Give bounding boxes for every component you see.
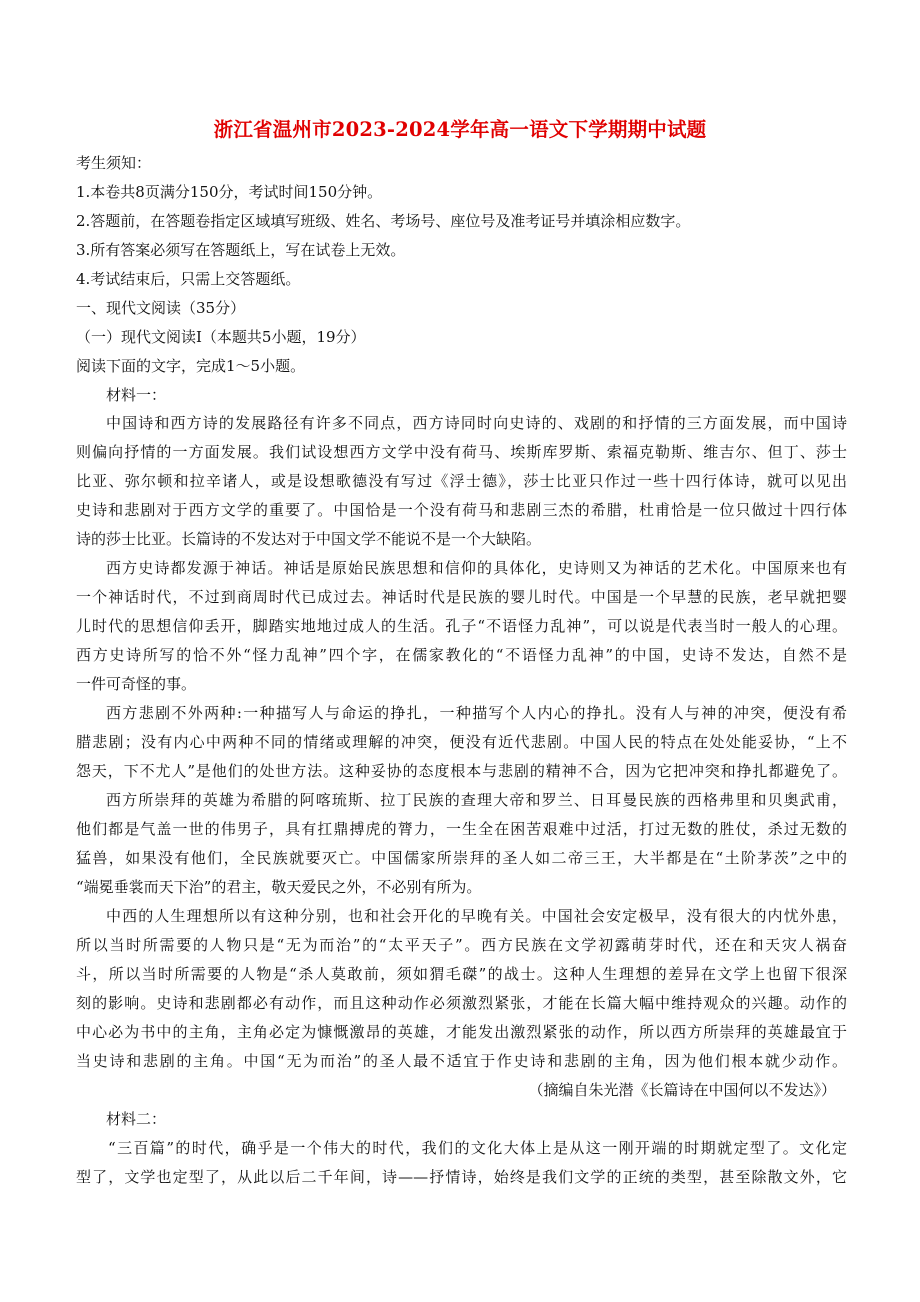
material1-line: 怨天，下不尤人”是他们的处世方法。这种妥协的态度根本与悲剧的精神不合，因为它把冲突和挣扎都避免了。 (76, 762, 847, 780)
material1-line: 西方所崇拜的英雄为希腊的阿喀琉斯、拉丁民族的查理大帝和罗兰、日耳曼民族的西格弗里和贝奥武甫， (106, 791, 847, 809)
material1-line: 西方史诗所写的恰不外“怪力乱神”四个字，在儒家教化的“不语怪力乱神”的中国，史诗不发达，自然不是 (76, 646, 847, 664)
material1-line: 西方史诗都发源于神话。神话是原始民族思想和信仰的具体化，史诗则又为神话的艺术化。中国原来也有 (106, 559, 847, 577)
material1-line: 当史诗和悲剧的主角。中国“无为而治”的圣人最不适宜于作史诗和悲剧的主角，因为他们根本就少动作。 (76, 1052, 847, 1070)
material1-line: 中心必为书中的主角，主角必定为慷慨激昂的英雄，才能发出激烈紧张的动作，所以西方所崇拜的英雄最宜于 (76, 1023, 847, 1041)
material2-line: 型了，文学也定型了，从此以后二千年间，诗——抒情诗，始终是我们文学的正统的类型，甚至除散文外，它 (76, 1168, 847, 1186)
notice-item-4: 4.考试结束后，只需上交答题纸。 (76, 270, 301, 288)
material1-line: 猛兽，如果没有他们，全民族就要灭亡。中国儒家所崇拜的圣人如二帝三王，大半都是在“土阶茅茨”之中的 (76, 849, 847, 867)
material1-source: （摘编自朱光潜《长篇诗在中国何以不发达》） (528, 1081, 836, 1099)
material1-line: 史诗和悲剧对于西方文学的重要了。中国恰是一个没有荷马和悲剧三杰的希腊，杜甫恰是一位只做过十四行体 (76, 501, 847, 519)
material1-line: 中西的人生理想所以有这种分别，也和社会开化的早晚有关。中国社会安定极早，没有很大的内忧外患， (106, 907, 847, 925)
material1-line: 一个神话时代，不过到商周时代已成过去。神话时代是民族的婴儿时代。中国是一个早慧的民族，老早就把婴 (76, 588, 847, 606)
material1-line: 所以当时所需要的人物只是“无为而治”的“太平天子”。西方民族在文学初露萌芽时代，还在和天灾人祸奋 (76, 936, 847, 954)
material1-label: 材料一： (106, 386, 167, 404)
page-title: 浙江省温州市2023-2024学年高一语文下学期期中试题 (213, 118, 707, 141)
material1-line: 比亚、弥尔顿和拉辛诸人，或是设想歌德没有写过《浮士德》，莎士比亚只作过一些十四行体诗，就可以见出 (76, 472, 847, 490)
material1-line: 诗的莎士比亚。长篇诗的不发达对于中国文学不能说不是一个大缺陷。 (76, 530, 542, 548)
notice-item-2: 2.答题前，在答题卷指定区域填写班级、姓名、考场号、座位号及准考证号并填涂相应数字。 (76, 212, 691, 230)
notice-heading: 考生须知： (76, 154, 152, 172)
section-heading: 一、现代文阅读（35分） (76, 299, 246, 317)
material1-line: 斗，所以当时所需要的人物是“杀人莫敢前，须如猬毛磔”的战士。这种人生理想的差异在文学上也留下很深 (76, 965, 847, 983)
material1-line: 中国诗和西方诗的发展路径有许多不同点，西方诗同时向史诗的、戏剧的和抒情的三方面发展，而中国诗 (106, 414, 847, 432)
material1-line: 腊悲剧；没有内心中两种不同的情绪或理解的冲突，便没有近代悲剧。中国人民的特点在处处能妥协，“上不 (76, 733, 847, 751)
material1-line: 西方悲剧不外两种:一种描写人与命运的挣扎，一种描写个人内心的挣扎。没有人与神的冲突，便没有希 (106, 704, 847, 722)
material1-line: 他们都是气盖一世的伟男子，具有扛鼎搏虎的膂力，一生全在困苦艰难中过活，打过无数的胜仗，杀过无数的 (76, 820, 847, 838)
notice-item-3: 3.所有答案必须写在答题纸上，写在试卷上无效。 (76, 241, 406, 259)
material1-line: 儿时代的思想信仰丢开，脚踏实地地过成人的生活。孔子“不语怪力乱神”，可以说是代表当时一般人的心理。 (76, 617, 847, 635)
material1-line: 则偏向抒情的一方面发展。我们试设想西方文学中没有荷马、埃斯库罗斯、索福克勒斯、维吉尔、但丁、莎士 (76, 443, 847, 461)
material2-line: “三百篇”的时代，确乎是一个伟大的时代，我们的文化大体上是从这一刚开端的时期就定型了。文化定 (108, 1139, 847, 1157)
material2-label: 材料二： (106, 1110, 167, 1128)
material1-line: “端冕垂裳而天下治”的君主，敬天爱民之外，不必别有所为。 (76, 878, 482, 896)
material1-line: 刻的影响。史诗和悲剧都必有动作，而且这种动作必须激烈紧张，才能在长篇大幅中维持观众的兴趣。动作的 (76, 994, 847, 1012)
material1-line: 一件可奇怪的事。 (76, 675, 197, 693)
reading-instruction: 阅读下面的文字，完成1～5小题。 (76, 357, 306, 375)
notice-item-1: 1.本卷共8页满分150分，考试时间150分钟。 (76, 183, 383, 201)
subsection-heading: （一）现代文阅读Ⅰ（本题共5小题，19分） (76, 328, 366, 346)
